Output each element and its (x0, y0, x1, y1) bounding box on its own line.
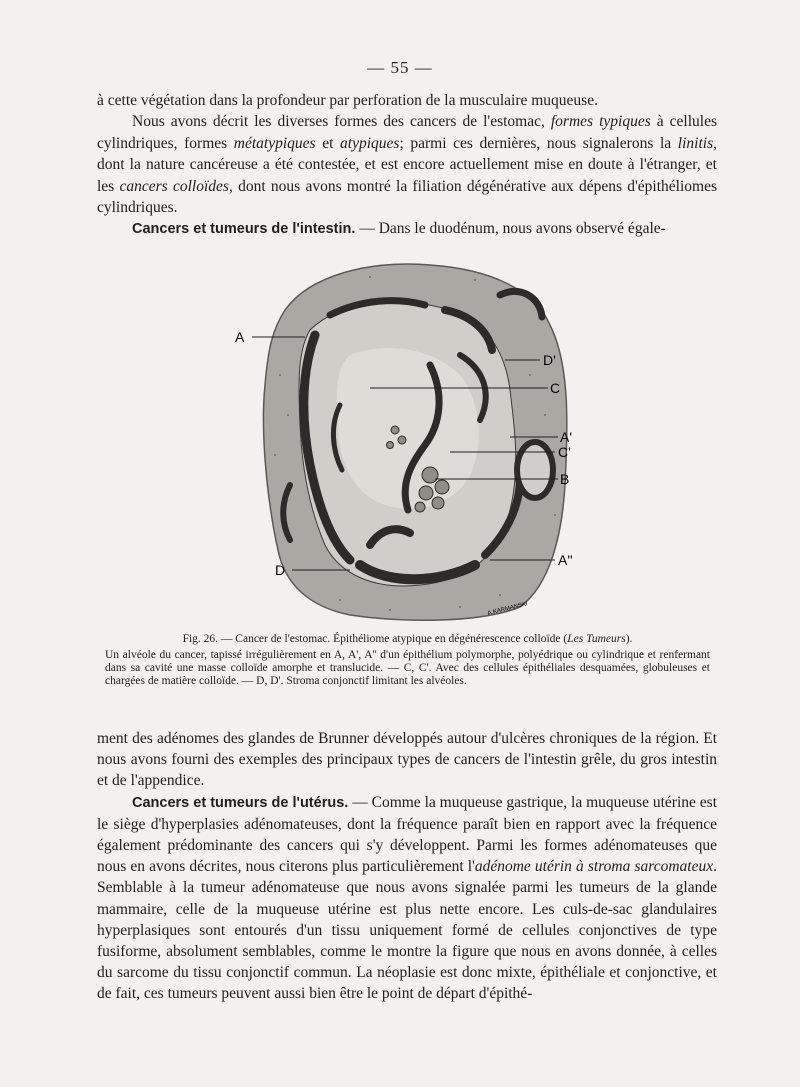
paragraph (97, 111, 717, 218)
text-run: et (315, 134, 341, 152)
page-number: — 55 — (367, 58, 433, 77)
text-run: , dont nous avons montré la filiation dégénérative aux dépens d'épithéliomes cylindriques. (97, 177, 717, 217)
text-run: — Comme la muqueuse gastrique, la muqueuse utérine est le siège d'hyperplasies adénomateuses, dont la fréquence paraît bien en rapport avec la fréquence également prédominante des cancers qui s'y développent. Parmi les formes adénomateuses que nous en avons décrites, nous citerons plus particulièrement l' (97, 793, 718, 876)
text-run: à cette végétation dans la profondeur par perforation de la musculaire muqueuse. (97, 92, 598, 109)
figure-signature: A.KARMANSKI (487, 601, 529, 617)
text-run: . Semblable à la tumeur adénomateuse que nous avons signalée parmi les tumeurs de la glande mammaire, celle de la muqueuse utérine est plus nette encore. Les culs-de-sac glandulaires hyperplasiques sont entourés d'un tissu uniquement formé de cellules conjonctives de type fusiforme, absolument semblables, comme le montre la figure que nous en avons donnée, à celles du sarcome du tissu conjonctif commun. La néoplasie est donc mixte, épithéliale et conjonctive, et de fait, ces tumeurs peuvent aussi bien être le point de départ d'épithé- (97, 858, 717, 1003)
text-run: , dont la nature cancéreuse a été contestée, et est encore actuellement mise en doute à l'étranger, et les (97, 134, 717, 195)
italic-run: linitis (677, 134, 714, 152)
italic-run: métatypiques (233, 134, 316, 152)
italic-run: atypiques (340, 134, 400, 152)
fig-label-d-prime: D' (543, 352, 556, 368)
figure-illustration (252, 264, 570, 620)
top-text-block (97, 90, 717, 241)
text-run: ; parmi ces dernières, nous signalerons la (399, 134, 678, 152)
fig-label-d: D (275, 562, 286, 578)
fig-label-a-double-prime: A'' (558, 552, 573, 568)
caption-body: Un alvéole du cancer, tapissé irrégulièrement en A, A', A'' d'un épithélium polymorphe, polyédrique ou cylindrique et renfermant dans sa cavité une masse colloïde amorphe et translucide. — C, C'. Avec des cellules épithéliales desquamées, globuleuses et chargées de matière colloïde. — D, D'. Stroma conjonctif limitant les alvéoles. (105, 649, 710, 687)
paragraph (97, 90, 717, 111)
text-run: Nous avons décrit les diverses formes des cancers de l'estomac, (132, 113, 551, 131)
italic-run: adénome utérin à stroma sarcomateux (474, 858, 714, 876)
italic-run: formes typiques (550, 113, 651, 131)
paragraph (97, 218, 717, 240)
fig-label-a-prime: A' (560, 429, 573, 445)
paragraph (97, 728, 717, 792)
text-run: à cellules cylindriques, formes (97, 113, 717, 152)
section-heading: Cancers et tumeurs de l'utérus. (132, 794, 349, 811)
gland-ring (517, 442, 553, 498)
fig-label-a: A (235, 329, 245, 345)
section-heading: Cancers et tumeurs de l'intestin. (132, 221, 356, 238)
italic-run: cancers colloïdes (119, 177, 229, 195)
text-run: — Dans le duodénum, nous avons observé égale- (355, 220, 666, 238)
histology-figure (230, 255, 590, 625)
caption-title (105, 633, 710, 646)
fig-label-b: B (560, 471, 570, 487)
text-run: ment des adénomes des glandes de Brunner développés autour d'ulcères chroniques de la région. Et nous avons fourni des exemples des principaux types de cancers de l'intestin grêle, du gros intestin et de l'appendice. (97, 730, 717, 790)
paragraph (97, 792, 717, 1005)
fig-label-c: C (550, 380, 561, 396)
caption-title-italic: Les Tumeurs (567, 633, 626, 645)
caption-title-prefix: Fig. 26. — Cancer de l'estomac. Épithéliome atypique en dégénérescence colloïde ( (182, 633, 568, 645)
caption-title-suffix: ). (625, 633, 633, 645)
figure-caption (105, 633, 710, 688)
bottom-text-block (97, 728, 717, 1005)
fig-label-c-prime: C' (558, 444, 571, 460)
